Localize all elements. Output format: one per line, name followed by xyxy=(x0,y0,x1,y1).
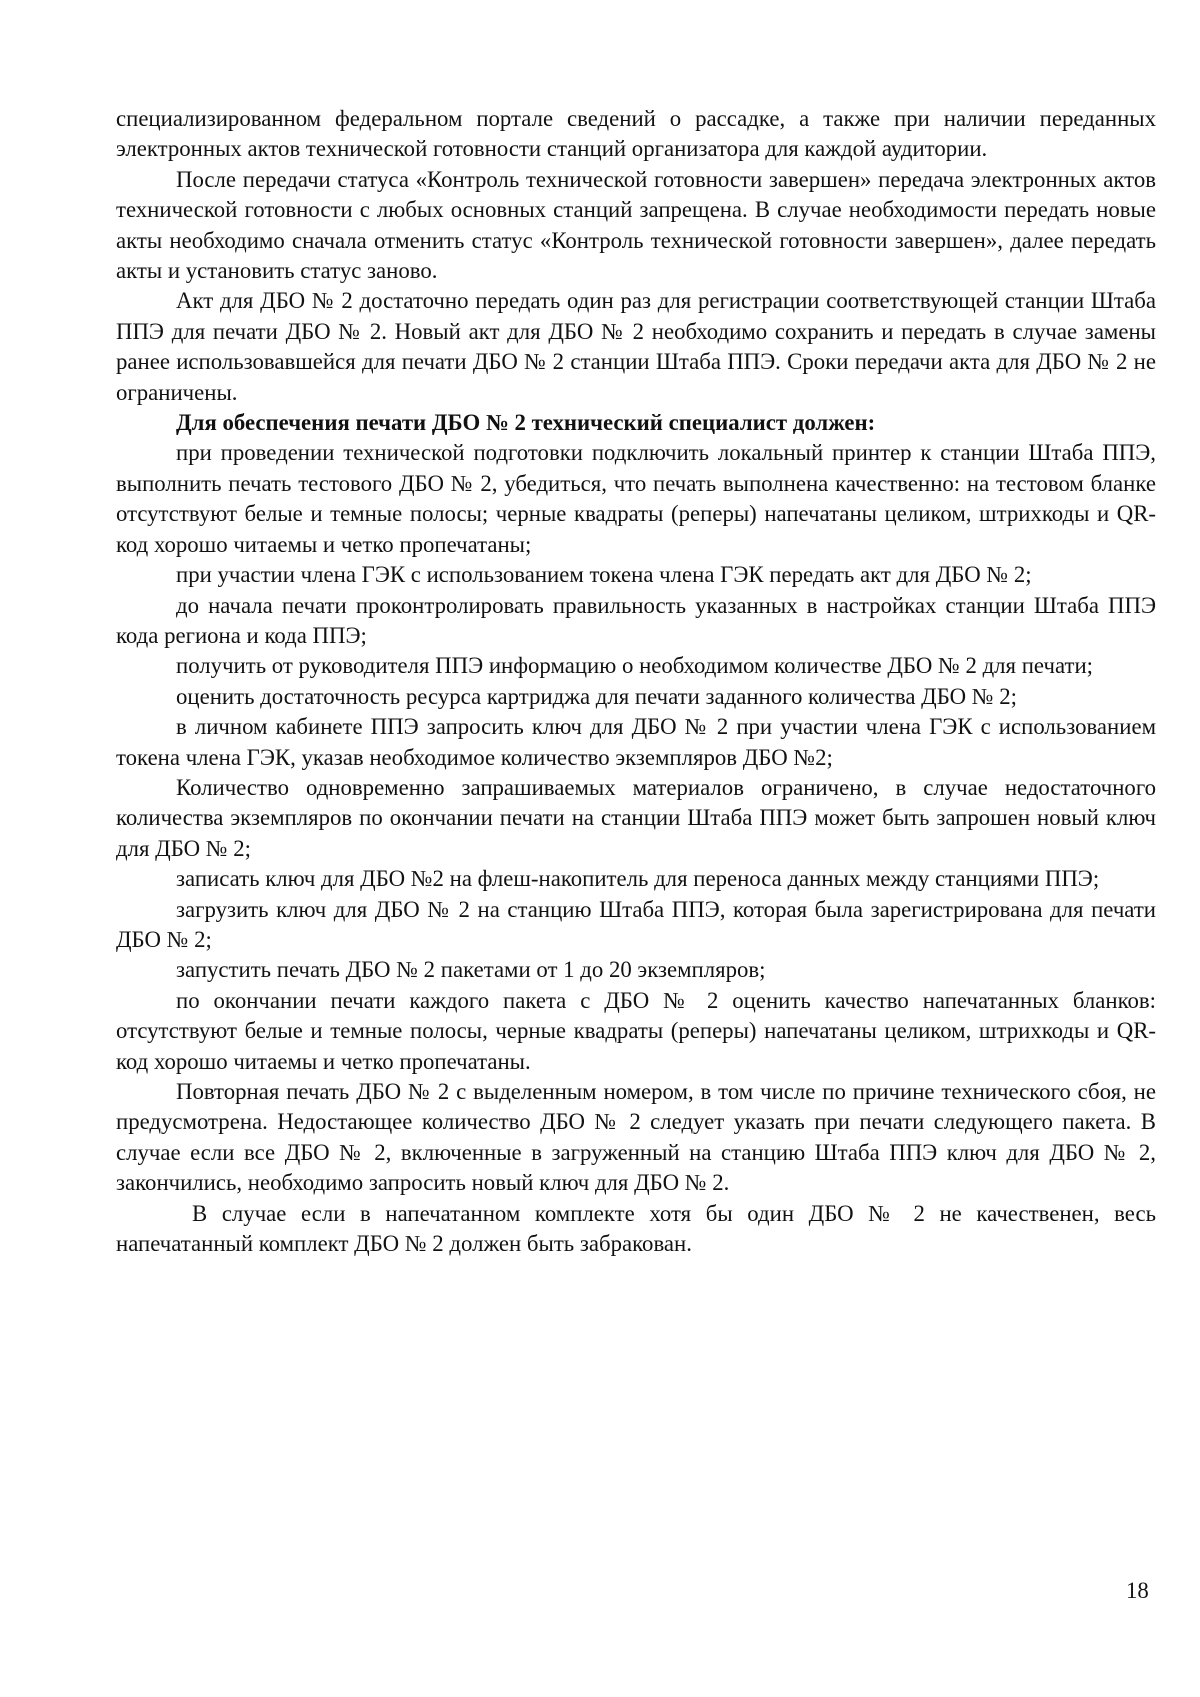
list-item: оценить достаточность ресурса картриджа для печати заданного количества ДБО № 2; xyxy=(176,683,1017,709)
section-heading: Для обеспечения печати ДБО № 2 технический специалист должен: xyxy=(176,410,876,436)
list-item: по окончании печати каждого пакета с ДБО № 2 оценить качество напечатанных бланков: отсутствуют белые и темные полосы, черные квадраты (реперы) напечатаны целиком, штрихкоды и QR-код хорошо читаемы и четко пропечатаны. xyxy=(116,987,1156,1074)
list-item: при проведении технической подготовки подключить локальный принтер к станции Штаба ППЭ, выполнить печать тестового ДБО № 2, убедиться, что печать выполнена качественно: на тестовом бланке отсутствуют белые и темные полосы; черные квадраты (реперы) напечатаны целиком, штрихкоды и QR-код хорошо читаемы и четко пропечатаны; xyxy=(116,440,1156,557)
list-item: до начала печати проконтролировать правильность указанных в настройках станции Штаба ППЭ кода региона и кода ППЭ; xyxy=(116,592,1156,648)
list-item: в личном кабинете ППЭ запросить ключ для ДБО № 2 при участии члена ГЭК с использованием токена члена ГЭК, указав необходимое количество экземпляров ДБО №2; xyxy=(116,714,1156,770)
paragraph-dbo-act: Акт для ДБО № 2 достаточно передать один раз для регистрации соответствующей станции Штаба ППЭ для печати ДБО № 2. Новый акт для ДБО № 2 необходимо сохранить и передать в случае замены ранее использовавшейся для печати ДБО № 2 станции Штаба ППЭ. Сроки передачи акта для ДБО № 2 не ограничены. xyxy=(116,288,1156,405)
list-item: запустить печать ДБО № 2 пакетами от 1 до 20 экземпляров; xyxy=(176,957,766,983)
paragraph-reprint: Повторная печать ДБО № 2 с выделенным номером, в том числе по причине технического сбоя, не предусмотрена. Недостающее количество ДБО № 2 следует указать при печати следующего пакета. В случае если все ДБО № 2, включенные в загруженный на станцию Штаба ППЭ ключ для ДБО № 2, закончились, необходимо запросить новый ключ для ДБО № 2. xyxy=(116,1079,1156,1196)
paragraph-status-transfer: После передачи статуса «Контроль технической готовности завершен» передача электронных актов технической готовности с любых основных станций запрещена. В случае необходимости передать новые акты необходимо сначала отменить статус «Контроль технической готовности завершен», далее передать акты и установить статус заново. xyxy=(116,166,1156,284)
list-item: Количество одновременно запрашиваемых материалов ограничено, в случае недостаточного количества экземпляров по окончании печати на станции Штаба ППЭ может быть запрошен новый ключ для ДБО № 2; xyxy=(116,774,1156,861)
page-number: 18 xyxy=(1126,1578,1149,1603)
list-item: при участии члена ГЭК с использованием токена члена ГЭК передать акт для ДБО № 2; xyxy=(176,562,1032,588)
document-page xyxy=(116,104,1156,1259)
list-item: загрузить ключ для ДБО № 2 на станцию Штаба ППЭ, которая была зарегистрирована для печати ДБО № 2; xyxy=(116,896,1156,952)
paragraph-reject: В случае если в напечатанном комплекте хотя бы один ДБО № 2 не качественен, весь напечатанный комплект ДБО № 2 должен быть забракован. xyxy=(116,1200,1156,1257)
list-item: записать ключ для ДБО №2 на флеш-накопитель для переноса данных между станциями ППЭ; xyxy=(176,866,1100,892)
paragraph-continuation: специализированном федеральном портале сведений о рассадке, а также при наличии переданных электронных актов технической готовности станций организатора для каждой аудитории. xyxy=(116,106,1156,162)
list-item: получить от руководителя ППЭ информацию о необходимом количестве ДБО № 2 для печати; xyxy=(176,653,1093,679)
